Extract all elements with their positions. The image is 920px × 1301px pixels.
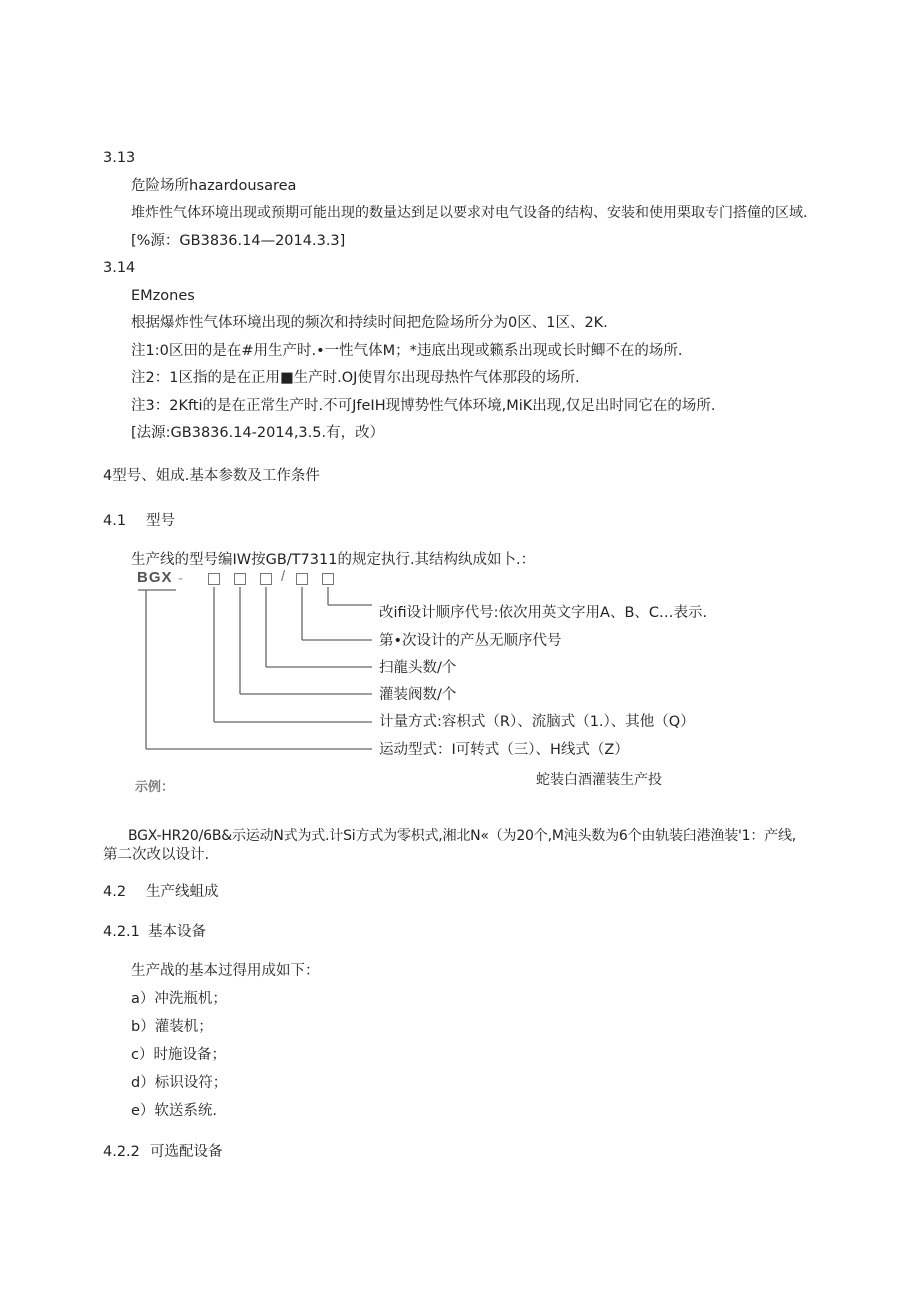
model-code-box-capping-heads: [296, 573, 308, 585]
model-code-prefix: BGX: [137, 569, 173, 586]
chapter-4-title: 4型号、姐成.基本参数及工作条件: [103, 468, 320, 484]
section-3-14-number: 3.14: [103, 260, 136, 276]
section-4-1-title: 型号: [146, 513, 175, 529]
model-code-box-filling-valves: [260, 573, 272, 585]
example-label: 示例：: [135, 780, 175, 795]
example-text-line-1: BGX-HR20/6B&示运动N式为式.计Si方式为零枳式,湘北N«（为20个,M沌头数为6个由轨装臼港渔装'1：产线,: [128, 828, 797, 844]
list-item: b）灌装机；: [131, 1019, 213, 1035]
model-code-box-metering: [234, 573, 246, 585]
section-3-14-term: EMzones: [131, 288, 195, 304]
list-item: c）时施设备；: [131, 1047, 226, 1063]
section-4-1-number: 4.1: [103, 513, 127, 529]
model-code-label-capping-heads: 扫龍头数/个: [379, 660, 457, 676]
section-4-2-2-title: 可选配设备: [150, 1144, 223, 1160]
section-3-13-definition: 堆炸性气体环境出现或预期可能出现的数量达到足以要求对电气设备的结构、安装和使用栗取专门搭僮的区域.: [131, 205, 808, 221]
model-code-label-first-design: 第•次设计的产丛无顺序代号: [379, 633, 562, 649]
model-code-label-motion: 运动型式：I可转式（三）、H线式（Z）: [379, 742, 629, 758]
section-3-13-term: 危险场所hazardousarea: [131, 178, 297, 194]
model-code-label-filling-valves: 灌装阀数/个: [379, 687, 457, 703]
section-3-14-source: [法源:GB3836.14-2014,3.5.有，改）: [131, 425, 385, 441]
model-code-box-motion: [208, 573, 220, 585]
section-3-13-number: 3.13: [103, 150, 136, 166]
section-4-2-number: 4.2: [103, 884, 127, 900]
section-4-1-intro: 生产线的型号编IW按GB/T7311的规定执行.其结构纨成如卜.：: [131, 552, 536, 568]
model-code-box-design-sequence: [322, 573, 334, 585]
section-4-2-1-title: 基本设备: [148, 924, 206, 940]
list-item: e）软送系统.: [131, 1103, 218, 1119]
section-3-14-definition: 根据爆炸性气体环境出现的频次和持续时间把危险场所分为0区、1区、2K.: [131, 315, 608, 331]
model-code-slash: /: [281, 568, 286, 585]
model-code-label-design-sequence: 改ifi设计顺序代号:依次用英文字用A、B、C…表示.: [379, 605, 708, 621]
section-3-14-note-2: 注2：1区指的是在正用■生产时.OJ使胃尔出现母热忤气体那段的场所.: [131, 370, 580, 386]
example-caption: 蛇装白酒灌装生产投: [536, 772, 662, 788]
section-3-14-note-1: 注1:0区田的是在#用生产时.•一性气体M；*违底出现或籁系出现或长时鲫不在的场所.: [131, 343, 683, 359]
section-3-13-source: [%源：GB3836.14—2014.3.3]: [131, 233, 346, 249]
section-4-2-1-intro: 生产战的基本过得用成如下：: [131, 963, 320, 979]
example-text-line-2: 第二次改以设计.: [103, 847, 210, 863]
list-item: a）冲洗瓶机；: [131, 991, 227, 1007]
section-3-14-note-3: 注3：2Kfti的是在正常生产时.不可JfeIH现博势性气体环境,MiK出现,仅足出时同它在的场所.: [131, 398, 716, 414]
section-4-2-1-number: 4.2.1: [103, 924, 140, 940]
model-code-dash: -: [178, 570, 183, 587]
section-4-2-title: 生产线蛆成: [146, 884, 219, 900]
model-code-label-metering: 计量方式:容枳式（R）、流脑式（1.）、其他（Q）: [379, 714, 695, 730]
list-item: d）标识设符；: [131, 1075, 228, 1091]
section-4-2-2-number: 4.2.2: [103, 1144, 140, 1160]
